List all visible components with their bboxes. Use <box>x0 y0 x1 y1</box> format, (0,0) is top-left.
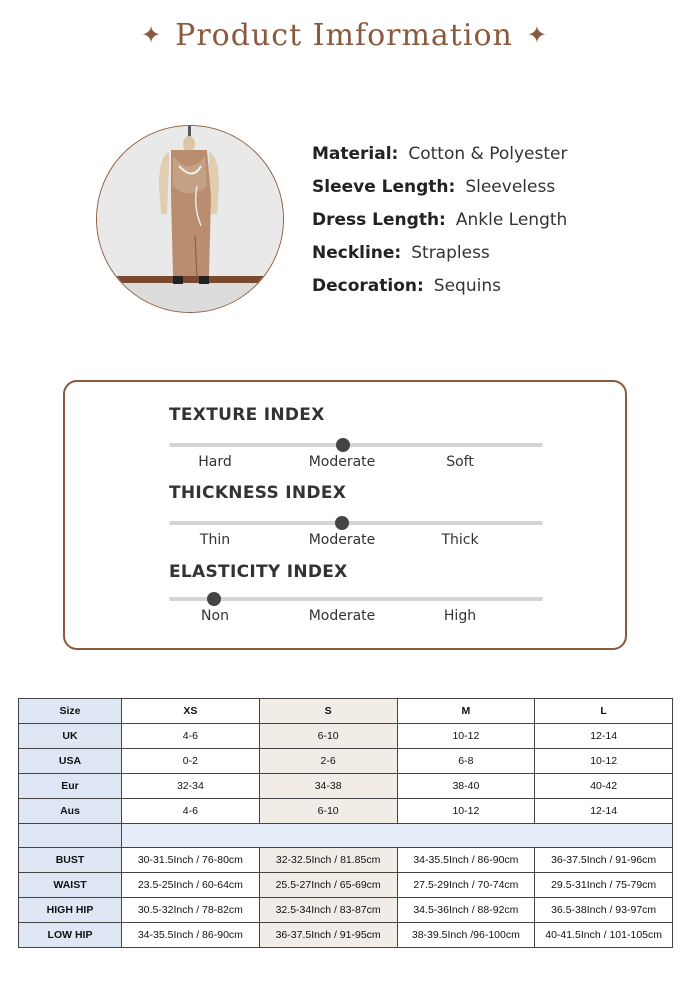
table-cell: 10-12 <box>397 799 535 824</box>
table-cell: 25.5-27Inch / 65-69cm <box>259 873 397 898</box>
table-cell: 34-38 <box>259 774 397 799</box>
table-header-cell: Size <box>19 699 122 724</box>
size-chart <box>18 698 673 948</box>
index-track <box>169 521 543 525</box>
spec-row-material <box>312 137 567 170</box>
table-cell: 40-41.5Inch / 101-105cm <box>535 923 673 948</box>
spec-label: Material: <box>312 143 399 164</box>
spec-row-neckline <box>312 236 567 269</box>
index-title: THICKNESS INDEX <box>169 483 347 503</box>
index-track <box>169 597 543 601</box>
table-cell: 36.5-38Inch / 93-97cm <box>535 898 673 923</box>
table-cell: 40-42 <box>535 774 673 799</box>
table-cell: 38-39.5Inch /96-100cm <box>397 923 535 948</box>
table-cell: 32.5-34Inch / 83-87cm <box>259 898 397 923</box>
sparkle-icon: ✦ <box>141 21 162 49</box>
spec-label: Neckline: <box>312 242 402 263</box>
table-cell: 4-6 <box>122 724 260 749</box>
table-row <box>19 923 673 948</box>
table-cell: 36-37.5Inch / 91-96cm <box>535 848 673 873</box>
table-cell: 12-14 <box>535 724 673 749</box>
table-cell: UK <box>19 724 122 749</box>
table-header-cell: S <box>259 699 397 724</box>
spec-row-decoration <box>312 269 567 302</box>
table-cell: 2-6 <box>259 749 397 774</box>
table-row <box>19 873 673 898</box>
table-cell: 32-34 <box>122 774 260 799</box>
table-cell: 34.5-36Inch / 88-92cm <box>397 898 535 923</box>
table-cell: 30-31.5Inch / 76-80cm <box>122 848 260 873</box>
table-spacer-row <box>19 824 673 848</box>
table-cell: Aus <box>19 799 122 824</box>
table-cell: 6-8 <box>397 749 535 774</box>
index-label: Thick <box>441 532 479 548</box>
spec-list <box>312 137 567 302</box>
spec-value: Ankle Length <box>455 209 568 230</box>
table-cell: 29.5-31Inch / 75-79cm <box>535 873 673 898</box>
spec-label: Sleeve Length: <box>312 176 456 197</box>
index-label: Non <box>201 608 229 624</box>
table-header-row <box>19 699 673 724</box>
spec-value: Cotton & Polyester <box>408 143 568 164</box>
table-row <box>19 774 673 799</box>
table-cell: 38-40 <box>397 774 535 799</box>
index-label: Thin <box>199 532 231 548</box>
table-row <box>19 799 673 824</box>
table-cell: 34-35.5Inch / 86-90cm <box>397 848 535 873</box>
index-marker <box>207 592 221 606</box>
spec-row-sleeve-length <box>312 170 567 203</box>
table-header-cell: XS <box>122 699 260 724</box>
title-row <box>0 14 688 56</box>
fabric-index-panel <box>63 380 627 650</box>
elasticity-index <box>169 561 545 624</box>
table-cell: 4-6 <box>122 799 260 824</box>
table-header-cell: L <box>535 699 673 724</box>
index-track <box>169 443 543 447</box>
table-cell: 23.5-25Inch / 60-64cm <box>122 873 260 898</box>
table-cell: 6-10 <box>259 724 397 749</box>
index-label: Moderate <box>308 454 376 470</box>
table-row <box>19 898 673 923</box>
page-title: Product Imformation <box>175 17 513 53</box>
index-label: Moderate <box>308 532 376 548</box>
table-header-cell: M <box>397 699 535 724</box>
spec-label: Dress Length: <box>312 209 446 230</box>
spec-row-dress-length <box>312 203 567 236</box>
thickness-index <box>169 482 545 548</box>
table-cell: LOW HIP <box>19 923 122 948</box>
table-cell: 0-2 <box>122 749 260 774</box>
sparkle-icon: ✦ <box>526 21 547 49</box>
index-title: TEXTURE INDEX <box>169 405 325 425</box>
index-label: Soft <box>446 454 474 470</box>
table-cell: 27.5-29Inch / 70-74cm <box>397 873 535 898</box>
table-cell: 34-35.5Inch / 86-90cm <box>122 923 260 948</box>
index-label: Hard <box>198 454 232 470</box>
spec-value: Strapless <box>411 242 490 263</box>
table-cell: 36-37.5Inch / 91-95cm <box>259 923 397 948</box>
index-marker <box>336 438 350 452</box>
table-cell: USA <box>19 749 122 774</box>
table-cell: 6-10 <box>259 799 397 824</box>
spec-value: Sleeveless <box>465 176 556 197</box>
index-label: High <box>443 608 477 624</box>
table-cell: 10-12 <box>397 724 535 749</box>
table-cell <box>122 824 673 848</box>
table-row <box>19 749 673 774</box>
spec-label: Decoration: <box>312 275 424 296</box>
table-row <box>19 724 673 749</box>
table-cell: 30.5-32Inch / 78-82cm <box>122 898 260 923</box>
index-title: ELASTICITY INDEX <box>169 562 348 582</box>
product-photo <box>96 125 284 313</box>
spec-value: Sequins <box>433 275 501 296</box>
texture-index <box>169 404 545 470</box>
table-cell: 12-14 <box>535 799 673 824</box>
index-label: Moderate <box>308 608 376 624</box>
table-cell: Eur <box>19 774 122 799</box>
table-cell <box>19 824 122 848</box>
table-cell: BUST <box>19 848 122 873</box>
table-cell: WAIST <box>19 873 122 898</box>
index-marker <box>335 516 349 530</box>
table-cell: 32-32.5Inch / 81.85cm <box>259 848 397 873</box>
table-row <box>19 848 673 873</box>
table-cell: 10-12 <box>535 749 673 774</box>
table-cell: HIGH HIP <box>19 898 122 923</box>
